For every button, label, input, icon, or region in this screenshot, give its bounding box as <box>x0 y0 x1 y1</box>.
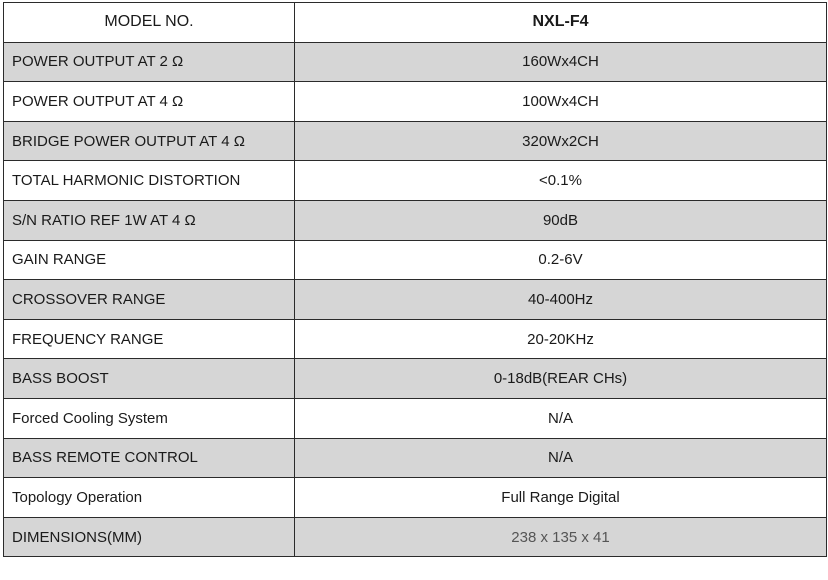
spec-label: FREQUENCY RANGE <box>4 319 295 359</box>
spec-label: POWER OUTPUT AT 2 Ω <box>4 42 295 82</box>
table-row <box>4 478 827 518</box>
table-row <box>4 240 827 280</box>
spec-value: 20-20KHz <box>295 319 827 359</box>
spec-label: Topology Operation <box>4 478 295 518</box>
spec-value: 100Wx4CH <box>295 82 827 122</box>
spec-label: BASS BOOST <box>4 359 295 399</box>
spec-value: 238 x 135 x 41 <box>295 517 827 557</box>
table-row <box>4 200 827 240</box>
spec-value: N/A <box>295 438 827 478</box>
spec-label: BRIDGE POWER OUTPUT AT 4 Ω <box>4 121 295 161</box>
spec-value: N/A <box>295 398 827 438</box>
table-header-row <box>4 3 827 43</box>
spec-value: 0-18dB(REAR CHs) <box>295 359 827 399</box>
spec-label: Forced Cooling System <box>4 398 295 438</box>
spec-label: CROSSOVER RANGE <box>4 280 295 320</box>
spec-label: POWER OUTPUT AT 4 Ω <box>4 82 295 122</box>
spec-label: TOTAL HARMONIC DISTORTION <box>4 161 295 201</box>
table-row <box>4 121 827 161</box>
spec-label: DIMENSIONS(MM) <box>4 517 295 557</box>
table-row <box>4 359 827 399</box>
table-row <box>4 438 827 478</box>
table-row <box>4 319 827 359</box>
spec-label: GAIN RANGE <box>4 240 295 280</box>
table-row <box>4 398 827 438</box>
spec-value: 40-400Hz <box>295 280 827 320</box>
spec-value: 0.2-6V <box>295 240 827 280</box>
spec-value: 320Wx2CH <box>295 121 827 161</box>
spec-table <box>3 2 827 557</box>
spec-value: Full Range Digital <box>295 478 827 518</box>
table-row <box>4 161 827 201</box>
table-row <box>4 517 827 557</box>
table-row <box>4 42 827 82</box>
model-no-value: NXL-F4 <box>295 3 827 43</box>
spec-value: 160Wx4CH <box>295 42 827 82</box>
table-row <box>4 280 827 320</box>
table-row <box>4 82 827 122</box>
model-no-label: MODEL NO. <box>4 3 295 43</box>
spec-label: S/N RATIO REF 1W AT 4 Ω <box>4 200 295 240</box>
spec-label: BASS REMOTE CONTROL <box>4 438 295 478</box>
spec-value: <0.1% <box>295 161 827 201</box>
spec-value: 90dB <box>295 200 827 240</box>
